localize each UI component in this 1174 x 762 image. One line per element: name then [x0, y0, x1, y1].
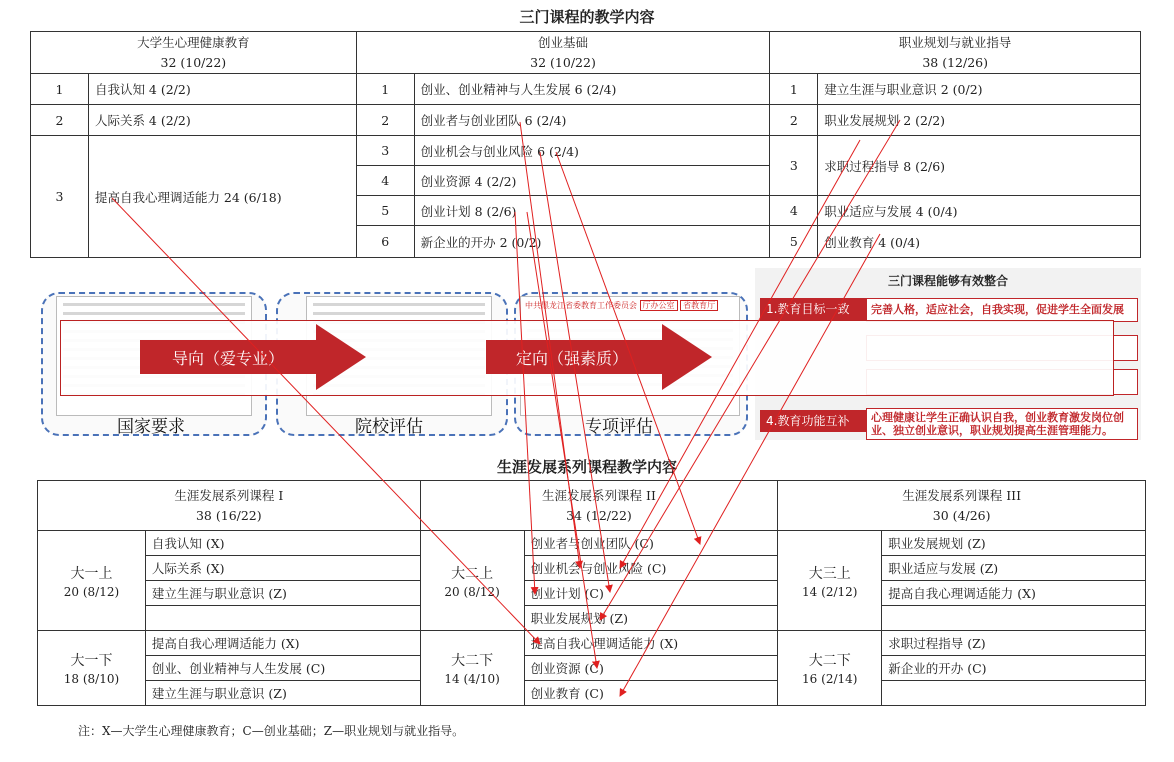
doc-header-a: 中共黑龙江省委教育工作委员会: [525, 301, 637, 310]
cell-num: 6: [356, 226, 414, 258]
cell-num: 1: [356, 74, 414, 105]
career-series-table: [37, 480, 1146, 706]
cell-item: 创业教育 4 (0/4): [818, 226, 1141, 258]
cell-num: 3: [31, 136, 89, 258]
cell-item: 人际关系 4 (2/2): [88, 105, 356, 136]
cell-num: 1: [31, 74, 89, 105]
function-label: 4.教育功能互补: [760, 410, 866, 432]
caption-college: 院校评估: [355, 417, 423, 437]
course-header-entre: 创业基础 32 (10/22): [356, 32, 770, 74]
series-item: 创业者与创业团队 (C): [524, 531, 778, 556]
semester-cell: 大一上 20 (8/12): [38, 531, 146, 631]
course-header-psych: 大学生心理健康教育 32 (10/22): [31, 32, 357, 74]
cell-item: 提高自我心理调适能力 24 (6/18): [88, 136, 356, 258]
series-header-1: 生涯发展系列课程 I 38 (16/22): [38, 481, 421, 531]
doc-header-c: 省教育厅: [680, 300, 718, 311]
cell-num: 4: [356, 166, 414, 196]
goal-label: 1.教育目标一致: [760, 298, 866, 320]
series-item: 创业、创业精神与人生发展 (C): [145, 656, 420, 681]
cell-item: 自我认知 4 (2/2): [88, 74, 356, 105]
series-item: 提高自我心理调适能力 (X): [882, 581, 1146, 606]
cell-item: 创业机会与创业风险 6 (2/4): [414, 136, 770, 166]
semester-cell: 大二下 14 (4/10): [420, 631, 524, 706]
series-item: 自我认知 (X): [145, 531, 420, 556]
cell-num: 3: [356, 136, 414, 166]
cell-item: 建立生涯与职业意识 2 (0/2): [818, 74, 1141, 105]
series-item: 职业发展规划 (Z): [882, 531, 1146, 556]
function-text: 心理健康让学生正确认识自我，创业教育激发岗位创业、独立创业意识，职业规划提高生涯管理能力。: [866, 408, 1138, 440]
cell-item: 创业、创业精神与人生发展 6 (2/4): [414, 74, 770, 105]
goal-text: 完善人格，适应社会，自我实现，促进学生全面发展: [866, 298, 1138, 322]
series-item: 建立生涯与职业意识 (Z): [145, 581, 420, 606]
series-item: [145, 606, 420, 631]
cell-num: 5: [770, 226, 818, 258]
cell-num: 2: [356, 105, 414, 136]
caption-special: 专项评估: [585, 417, 653, 437]
series-item: 职业发展规划 (Z): [524, 606, 778, 631]
cell-num: 3: [770, 136, 818, 196]
cell-item: 求职过程指导 8 (2/6): [818, 136, 1141, 196]
doc-header-b: 厅办公室: [640, 300, 678, 311]
cell-num: 4: [770, 196, 818, 226]
footnote: 注：X—大学生心理健康教育；C—创业基础；Z—职业规划与就业指导。: [78, 724, 465, 738]
arrow-label-1: 导向（爱专业）: [172, 349, 285, 368]
series-item: 职业适应与发展 (Z): [882, 556, 1146, 581]
series-item: 新企业的开办 (C): [882, 656, 1146, 681]
semester-cell: 大一下 18 (8/10): [38, 631, 146, 706]
integration-title: 三门课程能够有效整合: [887, 274, 1008, 288]
cell-num: 2: [31, 105, 89, 136]
series-item: 创业资源 (C): [524, 656, 778, 681]
series-item: 求职过程指导 (Z): [882, 631, 1146, 656]
series-item: [882, 606, 1146, 631]
series-item: 人际关系 (X): [145, 556, 420, 581]
bottom-title: 生涯发展系列课程教学内容: [496, 458, 677, 476]
series-item: 建立生涯与职业意识 (Z): [145, 681, 420, 706]
series-item: 创业计划 (C): [524, 581, 778, 606]
series-item: 创业机会与创业风险 (C): [524, 556, 778, 581]
semester-cell: 大二上 20 (8/12): [420, 531, 524, 631]
cell-num: 2: [770, 105, 818, 136]
top-title: 三门课程的教学内容: [519, 8, 655, 26]
cell-item: 新企业的开办 2 (0/2): [414, 226, 770, 258]
series-header-3: 生涯发展系列课程 III 30 (4/26): [778, 481, 1146, 531]
cell-item: 创业计划 8 (2/6): [414, 196, 770, 226]
series-item: 提高自我心理调适能力 (X): [145, 631, 420, 656]
cell-item: 职业适应与发展 4 (0/4): [818, 196, 1141, 226]
series-header-2: 生涯发展系列课程 II 34 (12/22): [420, 481, 778, 531]
series-item: 提高自我心理调适能力 (X): [524, 631, 778, 656]
top-course-table: [30, 31, 1141, 258]
semester-cell: 大三上 14 (2/12): [778, 531, 882, 631]
series-item: 创业教育 (C): [524, 681, 778, 706]
course-header-career: 职业规划与就业指导 38 (12/26): [770, 32, 1141, 74]
arrow-label-2: 定向（强素质）: [516, 349, 629, 368]
semester-cell: 大二下 16 (2/14): [778, 631, 882, 706]
cell-num: 1: [770, 74, 818, 105]
series-item: [882, 681, 1146, 706]
cell-num: 5: [356, 196, 414, 226]
cell-item: 职业发展规划 2 (2/2): [818, 105, 1141, 136]
cell-item: 创业资源 4 (2/2): [414, 166, 770, 196]
cell-item: 创业者与创业团队 6 (2/4): [414, 105, 770, 136]
caption-national: 国家要求: [117, 417, 185, 437]
